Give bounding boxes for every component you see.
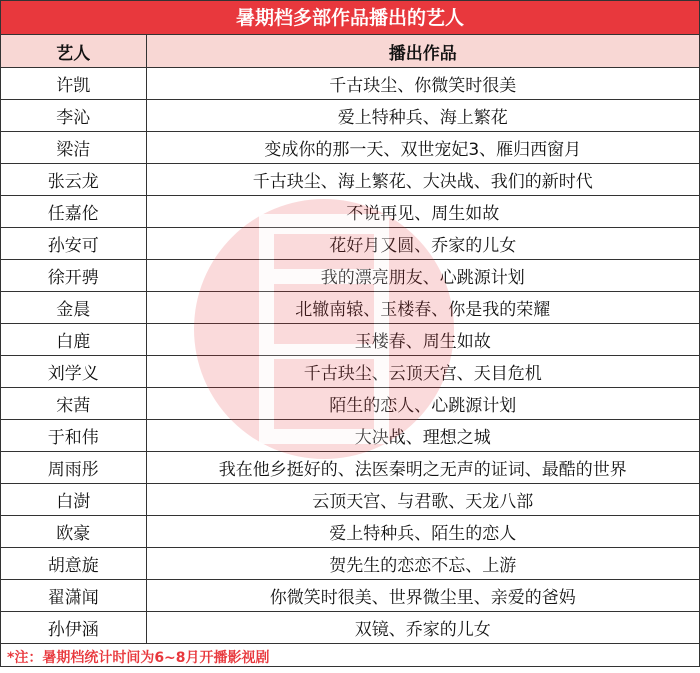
works-cell: 千古玦尘、云顶天宫、天目危机 (146, 356, 699, 388)
table-row (1, 356, 699, 388)
table-header-row (1, 35, 699, 68)
works-cell: 爱上特种兵、海上繁花 (146, 100, 699, 132)
works-cell: 云顶天宫、与君歌、天龙八部 (146, 484, 699, 516)
table-row (1, 228, 699, 260)
artist-cell: 翟潇闻 (1, 580, 146, 612)
watermark-text: YIDIAN (209, 269, 247, 282)
header-works: 播出作品 (146, 35, 699, 68)
works-cell: 贺先生的恋恋不忘、上游 (146, 548, 699, 580)
artist-cell: 梁洁 (1, 132, 146, 164)
table-row (1, 580, 699, 612)
table-row (1, 68, 699, 100)
table-row (1, 292, 699, 324)
table-row (1, 516, 699, 548)
works-cell: 双镜、乔家的儿女 (146, 612, 699, 644)
artist-cell: 孙伊涵 (1, 612, 146, 644)
artist-cell: 任嘉伦 (1, 196, 146, 228)
works-cell: 爱上特种兵、陌生的恋人 (146, 516, 699, 548)
works-cell: 不说再见、周生如故 (146, 196, 699, 228)
header-artist: 艺人 (1, 35, 146, 68)
works-cell: 你微笑时很美、世界微尘里、亲爱的爸妈 (146, 580, 699, 612)
table-row (1, 324, 699, 356)
artist-cell: 李沁 (1, 100, 146, 132)
works-cell: 大决战、理想之城 (146, 420, 699, 452)
table-row (1, 260, 699, 292)
works-cell: 千古玦尘、你微笑时很美 (146, 68, 699, 100)
artist-cell: 金晨 (1, 292, 146, 324)
artist-cell: 宋茜 (1, 388, 146, 420)
artist-cell: 胡意旋 (1, 548, 146, 580)
works-cell: 变成你的那一天、双世宠妃3、雁归西窗月 (146, 132, 699, 164)
footnote: *注：暑期档统计时间为6~8月开播影视剧 (7, 650, 270, 666)
works-cell: 玉楼春、周生如故 (146, 324, 699, 356)
table-row (1, 196, 699, 228)
table-row (1, 132, 699, 164)
works-cell: 千古玦尘、海上繁花、大决战、我们的新时代 (146, 164, 699, 196)
artist-works-table (1, 35, 699, 644)
artist-cell: 徐开骋 (1, 260, 146, 292)
works-cell: 我的漂亮朋友、心跳源计划 (146, 260, 699, 292)
artist-cell: 张云龙 (1, 164, 146, 196)
artist-cell: 白鹿 (1, 324, 146, 356)
works-cell: 北辙南辕、玉楼春、你是我的荣耀 (146, 292, 699, 324)
artist-cell: 刘学义 (1, 356, 146, 388)
artist-cell: 白澍 (1, 484, 146, 516)
works-cell: 花好月又圆、乔家的儿女 (146, 228, 699, 260)
table-title: 暑期档多部作品播出的艺人 (1, 1, 699, 35)
table-row (1, 164, 699, 196)
table-row (1, 388, 699, 420)
table-row (1, 420, 699, 452)
artist-cell: 许凯 (1, 68, 146, 100)
artist-cell: 欧豪 (1, 516, 146, 548)
table-row (1, 100, 699, 132)
artist-cell: 于和伟 (1, 420, 146, 452)
works-cell: 陌生的恋人、心跳源计划 (146, 388, 699, 420)
table-row (1, 452, 699, 484)
table-row (1, 484, 699, 516)
works-cell: 我在他乡挺好的、法医秦明之无声的证词、最酷的世界 (146, 452, 699, 484)
artist-cell: 周雨彤 (1, 452, 146, 484)
table-row (1, 612, 699, 644)
table-row (1, 548, 699, 580)
artist-cell: 孙安可 (1, 228, 146, 260)
